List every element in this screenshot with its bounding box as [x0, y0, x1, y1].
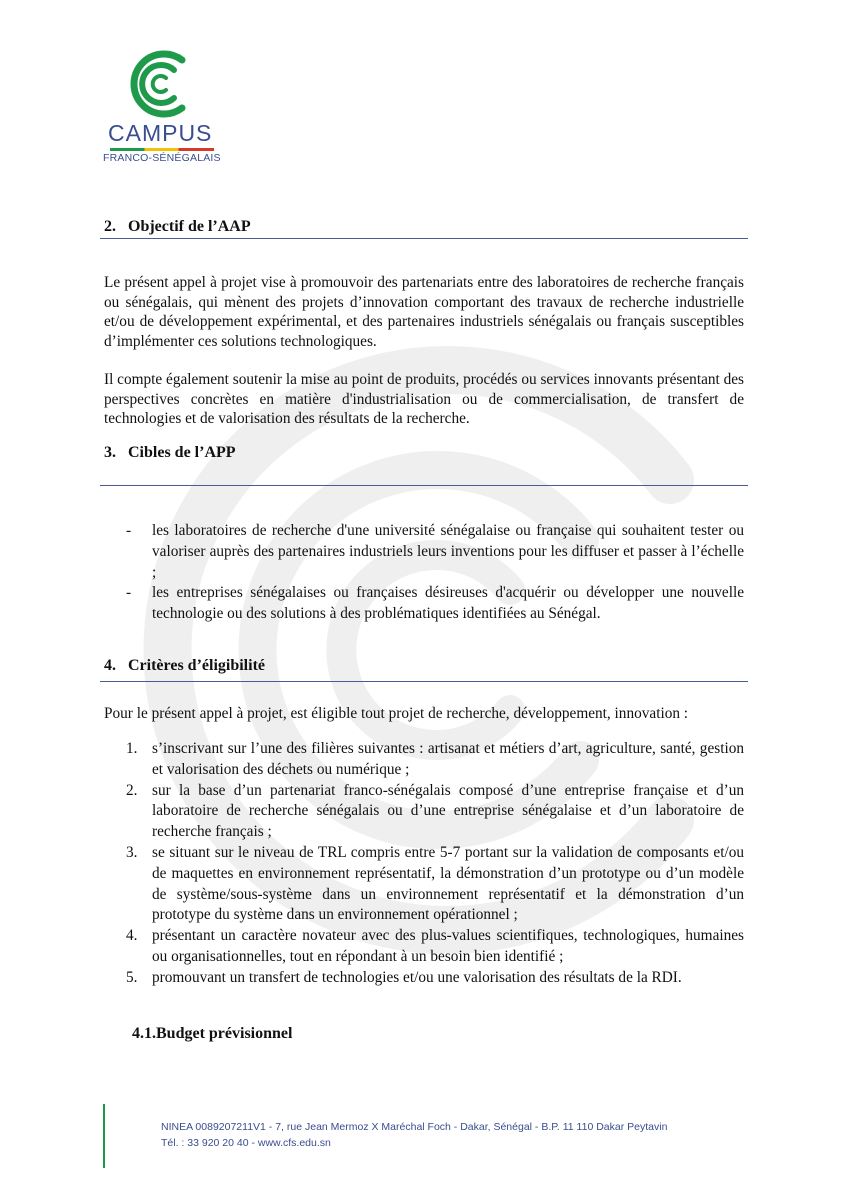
section-4-heading	[104, 657, 265, 675]
section-3-rule	[100, 485, 748, 486]
section-2-paragraph-1: Le présent appel à projet vise à promouvoir des partenariats entre des laboratoires de recherche français ou sénégalais, qui mènent des projets d’innovation comportant des travaux de recherche industrielle et/ou de développement expérimental, et des partenaires industriels sénégalais ou français susceptibles d’implémenter ces solutions technologiques.	[104, 274, 744, 350]
section-2-rule	[100, 238, 748, 239]
section-4-intro: Pour le présent appel à projet, est éligible tout projet de recherche, développement, innovation :	[104, 705, 689, 722]
item-number: 5.	[126, 968, 138, 986]
section-2-paragraph-2: Il compte également soutenir la mise au point de produits, procédés ou services innovants présentant des perspectives concrètes en matière d'industrialisation ou de commercialisation, de transfert de technologies et de valorisation des résultats de la recherche.	[104, 371, 744, 427]
section-4-list	[104, 739, 744, 989]
list-item	[104, 843, 744, 926]
section-3-title: Cibles de l’APP	[128, 444, 236, 461]
item-number: 3.	[126, 843, 138, 861]
list-item-text: promouvant un transfert de technologies et/ou une valorisation des résultats de la RDI.	[152, 968, 682, 986]
section-2-heading	[104, 218, 251, 236]
section-3-number: 3.	[104, 444, 116, 461]
footer-accent-bar	[103, 1104, 105, 1168]
section-4-number: 4.	[104, 657, 116, 674]
item-number: 4.	[126, 927, 138, 945]
list-item	[104, 968, 744, 989]
list-item	[104, 583, 744, 625]
list-item	[104, 781, 744, 843]
logo-flag-bar	[110, 148, 214, 151]
logo-name: CAMPUS	[108, 120, 213, 146]
item-number: 1.	[126, 740, 138, 757]
section-3-list	[104, 521, 744, 625]
list-item-text: sur la base d’un partenariat franco-sénégalais composé d’une entreprise française et d’un laboratoire de recherche sénégalais ou d’une entreprise sénégalaise et d’un laboratoire de recherche français ;	[152, 781, 744, 841]
list-item	[104, 521, 744, 583]
campus-logo	[100, 48, 220, 173]
list-item-text: s’inscrivant sur l’une des filières suivantes : artisanat et métiers d’art, agriculture, santé, gestion et valorisation des déchets ou numérique ;	[152, 740, 744, 778]
section-4-rule	[100, 681, 748, 682]
budget-subheading: 4.1.Budget prévisionnel	[132, 1025, 293, 1042]
footer-address: NINEA 0089207211V1 - 7, rue Jean Mermoz X Maréchal Foch - Dakar, Sénégal - B.P. 11 110 Dakar Peytavin	[161, 1121, 668, 1133]
section-2-number: 2.	[104, 218, 116, 235]
bullet-mark: -	[126, 522, 132, 539]
list-item	[104, 739, 744, 781]
bullet-mark: -	[126, 584, 132, 602]
logo-subtitle: FRANCO-SÉNÉGALAIS	[103, 152, 221, 164]
list-item-text: présentant un caractère novateur avec des plus-values scientifiques, technologiques, humaines ou organisationnelles, tout en répondant à un besoin bien identifié ;	[152, 927, 744, 965]
list-item-text: les laboratoires de recherche d'une université sénégalaise ou française qui souhaitent tester ou valoriser auprès des partenaires industriels leurs inventions pour les diffuser et passer à l’échelle ;	[152, 522, 744, 581]
section-2-title: Objectif de l’AAP	[128, 218, 251, 235]
section-4-title: Critères d’éligibilité	[128, 657, 265, 674]
item-number: 2.	[126, 781, 138, 799]
list-item-text: se situant sur le niveau de TRL compris entre 5-7 portant sur la validation de composants et/ou de maquettes en environnement représentatif, la démonstration d’un prototype ou d’un modèle de système/sous-système dans un environnement représentatif et la démonstration d’un prototype du système dans un environnement opérationnel ;	[152, 843, 744, 924]
footer-contact: Tél. : 33 920 20 40 - www.cfs.edu.sn	[161, 1137, 331, 1149]
list-item-text: les entreprises sénégalaises ou françaises désireuses d'acquérir ou développer une nouvelle technologie ou des solutions à des problématiques identifiées au Sénégal.	[152, 584, 744, 623]
campus-c-icon	[122, 48, 192, 120]
list-item	[104, 926, 744, 968]
section-3-heading	[104, 444, 236, 462]
